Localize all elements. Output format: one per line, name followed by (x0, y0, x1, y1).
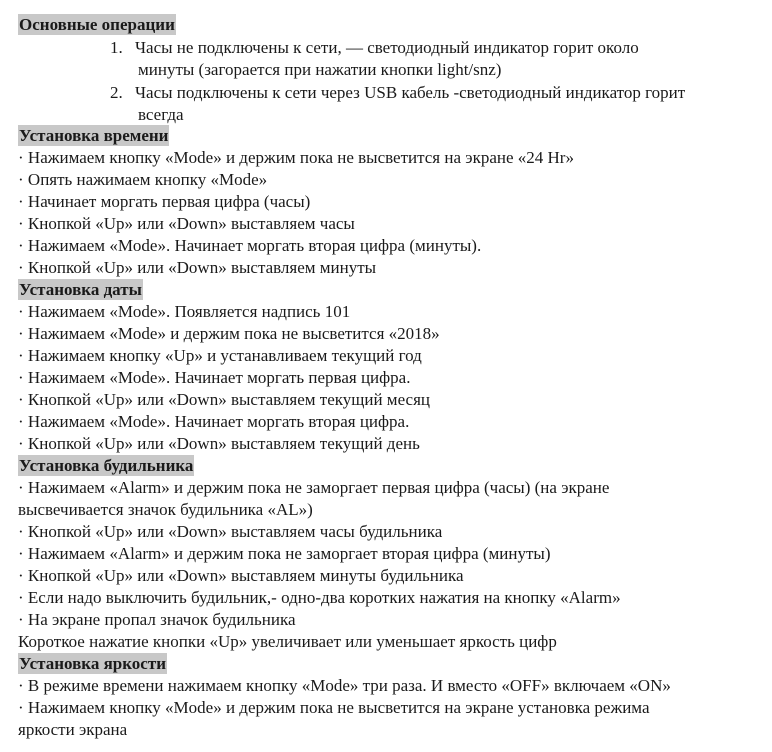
instruction-line: · Нажимаем «Mode». Появляется надпись 101 (18, 302, 351, 321)
instruction-line: · Кнопкой «Up» или «Down» выставляем часы будильника (18, 522, 443, 541)
instruction-line: · Опять нажимаем кнопку «Mode» (18, 170, 268, 189)
section-heading-date: Установка даты (19, 280, 142, 299)
instruction-line: · Начинает моргать первая цифра (часы) (18, 192, 311, 211)
instruction-line: · На экране пропал значок будильника (18, 610, 296, 629)
instruction-line: · Нажимаем «Alarm» и держим пока не заморгает вторая цифра (минуты) (18, 544, 551, 563)
list-item-text: всегда (138, 105, 184, 124)
instruction-line: · Нажимаем кнопку «Mode» и держим пока не высветится на экране «24 Hr» (18, 148, 574, 167)
instruction-line: · Нажимаем «Mode». Начинает моргать первая цифра. (18, 368, 411, 387)
instruction-line: яркости экрана (18, 720, 128, 739)
section-heading-brightness: Установка яркости (19, 654, 166, 673)
instruction-line: · В режиме времени нажимаем кнопку «Mode» три раза. И вместо «OFF» включаем «ON» (18, 676, 671, 695)
instruction-line: · Кнопкой «Up» или «Down» выставляем минуты будильника (18, 566, 464, 585)
section-heading-basic-operations: Основные операции (19, 15, 175, 34)
list-item-text: Часы подключены к сети через USB кабель -светодиодный индикатор горит (135, 83, 686, 102)
list-item-text: минуты (загорается при нажатии кнопки light/snz) (138, 60, 502, 79)
instruction-line: · Кнопкой «Up» или «Down» выставляем текущий месяц (18, 390, 431, 409)
instruction-line: · Кнопкой «Up» или «Down» выставляем минуты (18, 258, 377, 277)
instruction-line: · Нажимаем «Mode». Начинает моргать вторая цифра (минуты). (18, 236, 482, 255)
instruction-line: · Кнопкой «Up» или «Down» выставляем текущий день (18, 434, 420, 453)
brightness-note: Короткое нажатие кнопки «Up» увеличивает или уменьшает яркость цифр (18, 632, 557, 651)
instruction-line: · Нажимаем кнопку «Mode» и держим пока не высветится на экране установка режима (18, 698, 650, 717)
list-number: 2. (110, 83, 123, 102)
instruction-line: · Нажимаем «Alarm» и держим пока не заморгает первая цифра (часы) (на экране (18, 478, 610, 497)
instruction-line: · Нажимаем кнопку «Up» и устанавливаем текущий год (18, 346, 422, 365)
instruction-line: · Нажимаем «Mode» и держим пока не высветится «2018» (18, 324, 440, 343)
instruction-line: · Нажимаем «Mode». Начинает моргать вторая цифра. (18, 412, 410, 431)
list-number: 1. (110, 38, 123, 57)
section-heading-time: Установка времени (19, 126, 169, 145)
list-item-text: Часы не подключены к сети, — светодиодный индикатор горит около (135, 38, 639, 57)
instruction-line: · Кнопкой «Up» или «Down» выставляем часы (18, 214, 355, 233)
section-heading-alarm: Установка будильника (19, 456, 194, 475)
instruction-line: высвечивается значок будильника «AL») (18, 500, 313, 519)
instruction-line: · Если надо выключить будильник,- одно-два коротких нажатия на кнопку «Alarm» (18, 588, 621, 607)
